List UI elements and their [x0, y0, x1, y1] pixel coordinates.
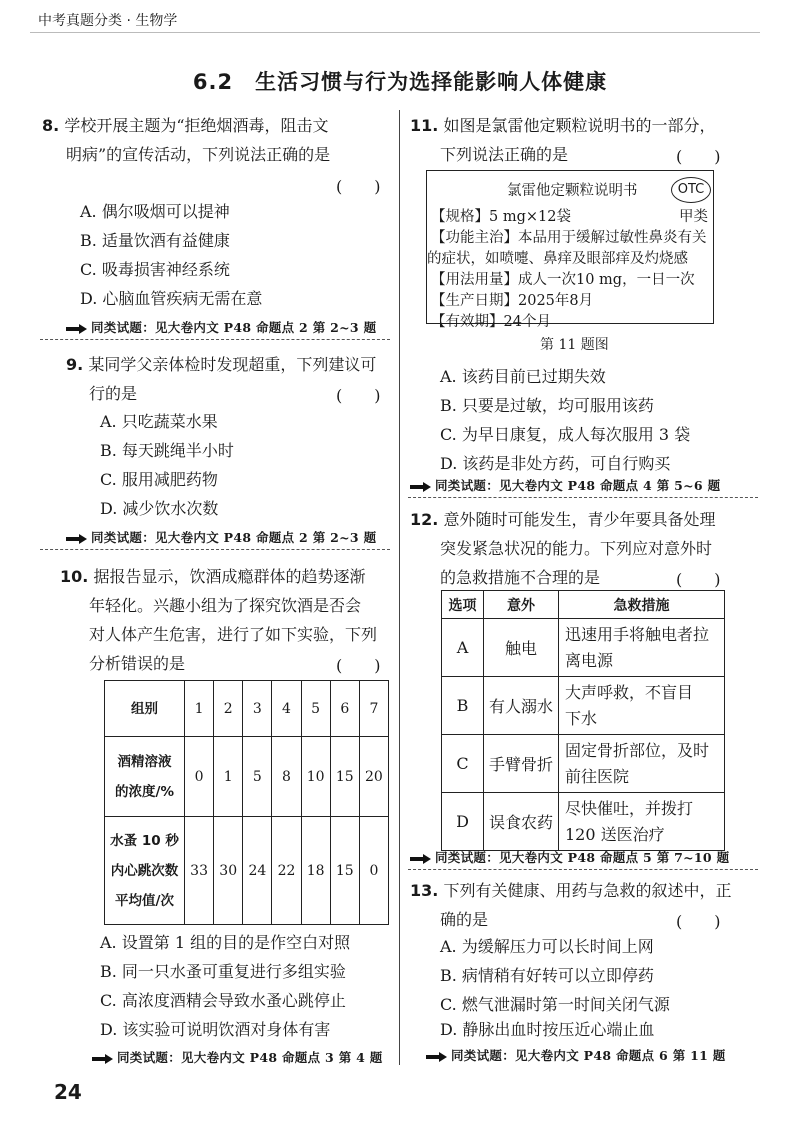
q12-first-aid-table	[441, 590, 725, 851]
q9-answer-blank: ( )	[336, 386, 381, 405]
q11-option-a: A. 该药目前已过期失效	[440, 367, 606, 386]
drug-label-title: 氯雷他定颗粒说明书	[507, 183, 638, 199]
q10-cell: 3	[243, 681, 272, 737]
q12-cell-option: B	[442, 677, 484, 735]
q12-cell-option: A	[442, 619, 484, 677]
q11-stem-line-2: 下列说法正确的是	[440, 145, 569, 164]
q10-row-group	[105, 681, 389, 737]
q13-option-d: D. 静脉出血时按压近心端止血	[440, 1020, 655, 1039]
arrow-icon	[66, 324, 88, 334]
q13-stem-line-1: 13. 下列有关健康、用药与急救的叙述中，正	[410, 881, 732, 900]
q10-number: 10.	[60, 567, 89, 586]
q10-row-label: 组别	[105, 681, 185, 737]
q9-option-a: A. 只吃蔬菜水果	[100, 412, 218, 431]
q10-option-c: C. 高浓度酒精会导致水蚤心跳停止	[100, 991, 346, 1010]
q12-cell-accident: 手臂骨折	[484, 735, 559, 793]
q10-cell: 33	[185, 817, 214, 925]
q10-row-label: 酒精溶液 的浓度/%	[105, 737, 185, 817]
otc-badge: OTC	[671, 177, 711, 203]
q8-option-c: C. 吸毒损害神经系统	[80, 260, 230, 279]
drug-label-box	[426, 170, 714, 330]
q8-stem-line-2: 明病”的宣传活动，下列说法正确的是	[66, 145, 331, 164]
q8-stem-line-1: 8. 学校开展主题为“拒绝烟酒毒，阻击文	[42, 116, 329, 135]
q10-cell: 0	[185, 737, 214, 817]
q13-stem-line-2: 确的是	[440, 910, 489, 929]
separator	[40, 339, 390, 340]
section-title: 6.2 生活习惯与行为选择能影响人体健康	[192, 70, 608, 94]
drug-label-expiry: 【有效期】24个月	[431, 314, 551, 330]
q12-row-c	[442, 735, 725, 793]
q10-option-b: B. 同一只水蚤可重复进行多组实验	[100, 962, 346, 981]
q11-figure-caption: 第 11 题图	[540, 337, 609, 353]
q10-stem-line-3: 对人体产生危害，进行了如下实验，下列	[89, 625, 378, 644]
drug-label-production-date: 【生产日期】2025年8月	[431, 293, 594, 309]
column-divider	[399, 110, 400, 1065]
q12-cell-measure: 固定骨折部位，及时 前往医院	[559, 735, 725, 793]
q12-header-measure: 急救措施	[559, 591, 725, 619]
q9-option-d: D. 减少饮水次数	[100, 499, 219, 518]
q13-related-exercises: 同类试题：见大卷内文 P48 命题点 6 第 11 题	[426, 1046, 726, 1064]
q10-option-d: D. 该实验可说明饮酒对身体有害	[100, 1020, 331, 1039]
q12-related-exercises: 同类试题：见大卷内文 P48 命题点 5 第 7~10 题	[410, 848, 729, 866]
q9-related-exercises: 同类试题：见大卷内文 P48 命题点 2 第 2~3 题	[66, 528, 376, 546]
q10-answer-blank: ( )	[336, 656, 381, 675]
q8-answer-blank: ( )	[336, 177, 381, 196]
arrow-icon	[66, 534, 88, 544]
q8-number: 8.	[42, 116, 60, 135]
q12-cell-measure: 大声呼救，不盲目 下水	[559, 677, 725, 735]
q10-option-a: A. 设置第 1 组的目的是作空白对照	[100, 933, 351, 952]
q12-cell-option: D	[442, 793, 484, 851]
q11-option-c: C. 为早日康复，成人每次服用 3 袋	[440, 425, 691, 444]
separator	[408, 497, 758, 498]
q12-cell-measure: 迅速用手将触电者拉 离电源	[559, 619, 725, 677]
q11-number: 11.	[410, 116, 439, 135]
q10-cell: 10	[301, 737, 330, 817]
q8-related-exercises: 同类试题：见大卷内文 P48 命题点 2 第 2~3 题	[66, 318, 376, 336]
q10-stem-line-1: 10. 据报告显示，饮酒成瘾群体的趋势逐渐	[60, 567, 366, 586]
q10-cell: 1	[185, 681, 214, 737]
q11-related-exercises: 同类试题：见大卷内文 P48 命题点 4 第 5~6 题	[410, 476, 720, 494]
drug-label-dosage: 【用法用量】成人一次10 mg，一日一次	[431, 272, 695, 288]
q10-row-label: 水蚤 10 秒 内心跳次数 平均值/次	[105, 817, 185, 925]
q10-cell: 22	[272, 817, 301, 925]
q12-header-accident: 意外	[484, 591, 559, 619]
q10-cell: 20	[359, 737, 388, 817]
arrow-icon	[410, 482, 432, 492]
q11-option-b: B. 只要是过敏，均可服用该药	[440, 396, 654, 415]
q12-row-a	[442, 619, 725, 677]
q10-cell: 8	[272, 737, 301, 817]
q10-cell: 5	[301, 681, 330, 737]
q10-cell: 15	[330, 817, 359, 925]
q10-cell: 24	[243, 817, 272, 925]
q13-answer-blank: ( )	[676, 912, 721, 931]
drug-label-spec: 【规格】5 mg×12袋	[431, 209, 571, 225]
arrow-icon	[410, 854, 432, 864]
q10-cell: 18	[301, 817, 330, 925]
otc-class: 甲类	[679, 209, 708, 225]
q12-answer-blank: ( )	[676, 570, 721, 589]
header-rule	[30, 32, 760, 33]
q11-option-d: D. 该药是非处方药，可自行购买	[440, 454, 671, 473]
q12-stem-line-1: 12. 意外随时可能发生，青少年要具备处理	[410, 510, 716, 529]
q12-stem-line-2: 突发紧急状况的能力。下列应对意外时	[440, 539, 713, 558]
q10-cell: 30	[214, 817, 243, 925]
arrow-icon	[92, 1054, 114, 1064]
q10-cell: 5	[243, 737, 272, 817]
q10-cell: 0	[359, 817, 388, 925]
page-header: 中考真题分类 · 生物学	[38, 13, 178, 29]
q9-stem-line-1: 9. 某同学父亲体检时发现超重，下列建议可	[66, 355, 377, 374]
q12-cell-measure: 尽快催吐，并拨打 120 送医治疗	[559, 793, 725, 851]
separator	[40, 549, 390, 550]
q9-stem-line-2: 行的是	[89, 384, 138, 403]
q13-number: 13.	[410, 881, 439, 900]
q12-cell-option: C	[442, 735, 484, 793]
q12-cell-accident: 有人溺水	[484, 677, 559, 735]
q8-option-b: B. 适量饮酒有益健康	[80, 231, 230, 250]
q8-option-a: A. 偶尔吸烟可以提神	[80, 202, 230, 221]
q9-number: 9.	[66, 355, 84, 374]
q13-option-c: C. 燃气泄漏时第一时间关闭气源	[440, 995, 670, 1014]
page-number: 24	[54, 1080, 82, 1104]
q12-stem-line-3: 的急救措施不合理的是	[440, 568, 601, 587]
q10-stem-line-4: 分析错误的是	[89, 654, 186, 673]
q10-cell: 2	[214, 681, 243, 737]
q10-cell: 6	[330, 681, 359, 737]
q12-header-option: 选项	[442, 591, 484, 619]
q10-cell: 4	[272, 681, 301, 737]
q10-cell: 7	[359, 681, 388, 737]
q12-number: 12.	[410, 510, 439, 529]
q10-row-heartbeat	[105, 817, 389, 925]
q10-related-exercises: 同类试题：见大卷内文 P48 命题点 3 第 4 题	[92, 1048, 383, 1066]
q10-row-concentration	[105, 737, 389, 817]
q10-cell: 1	[214, 737, 243, 817]
q12-header-row	[442, 591, 725, 619]
q9-option-c: C. 服用减肥药物	[100, 470, 218, 489]
q10-cell: 15	[330, 737, 359, 817]
q11-stem-line-1: 11. 如图是氯雷他定颗粒说明书的一部分，	[410, 116, 716, 135]
q12-row-b	[442, 677, 725, 735]
q10-data-table	[104, 680, 389, 925]
drug-label-indication: 【功能主治】本品用于缓解过敏性鼻炎有关	[431, 230, 707, 246]
q12-cell-accident: 误食农药	[484, 793, 559, 851]
q9-option-b: B. 每天跳绳半小时	[100, 441, 234, 460]
q13-option-a: A. 为缓解压力可以长时间上网	[440, 937, 654, 956]
separator	[408, 869, 758, 870]
q13-option-b: B. 病情稍有好转可以立即停药	[440, 966, 654, 985]
q11-answer-blank: ( )	[676, 147, 721, 166]
q10-stem-line-2: 年轻化。兴趣小组为了探究饮酒是否会	[89, 596, 362, 615]
q8-option-d: D. 心脑血管疾病无需在意	[80, 289, 263, 308]
q12-cell-accident: 触电	[484, 619, 559, 677]
arrow-icon	[426, 1052, 448, 1062]
q12-row-d	[442, 793, 725, 851]
drug-label-indication-cont: 的症状，如喷嚏、鼻痒及眼部痒及灼烧感	[427, 251, 688, 267]
